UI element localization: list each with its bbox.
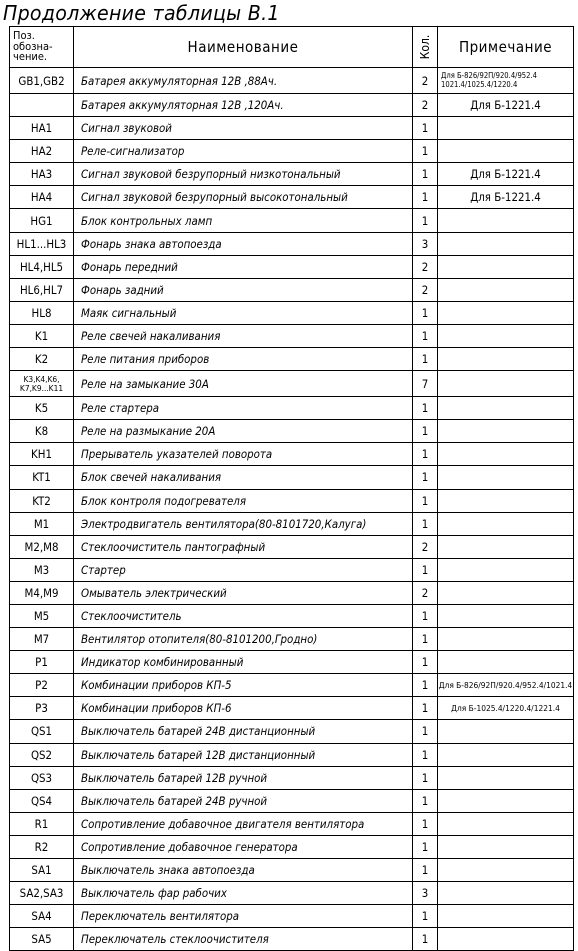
name-cell: Стартер bbox=[74, 558, 413, 581]
name-cell: Реле питания приборов bbox=[74, 348, 413, 371]
note-cell: Для Б-1221.4 bbox=[438, 186, 574, 209]
note-cell: Для Б-1025.4/1220.4/1221.4 bbox=[438, 697, 574, 720]
pos-cell: R1 bbox=[10, 812, 74, 835]
table-row bbox=[10, 812, 574, 835]
qty-cell: 1 bbox=[413, 324, 438, 347]
qty-cell: 2 bbox=[413, 581, 438, 604]
pos-cell: K1 bbox=[10, 324, 74, 347]
pos-cell: M2,M8 bbox=[10, 535, 74, 558]
pos-cell bbox=[10, 94, 74, 117]
table-row bbox=[10, 905, 574, 928]
qty-cell: 1 bbox=[413, 697, 438, 720]
qty-cell: 1 bbox=[413, 140, 438, 163]
table-row bbox=[10, 558, 574, 581]
note-cell bbox=[438, 420, 574, 443]
name-cell: Стеклоочиститель bbox=[74, 604, 413, 627]
qty-cell: 1 bbox=[413, 117, 438, 140]
pos-cell: P1 bbox=[10, 651, 74, 674]
table-row bbox=[10, 674, 574, 697]
name-cell: Реле стартера bbox=[74, 397, 413, 420]
pos-cell: KT1 bbox=[10, 466, 74, 489]
table-row bbox=[10, 324, 574, 347]
table-row bbox=[10, 420, 574, 443]
note-cell bbox=[438, 859, 574, 882]
name-cell: Батарея аккумуляторная 12В ,120Ач. bbox=[74, 94, 413, 117]
qty-cell: 1 bbox=[413, 209, 438, 232]
pos-cell: HL1...HL3 bbox=[10, 232, 74, 255]
table-row bbox=[10, 397, 574, 420]
pos-cell: HL6,HL7 bbox=[10, 278, 74, 301]
qty-cell: 3 bbox=[413, 232, 438, 255]
table-row bbox=[10, 443, 574, 466]
note-cell bbox=[438, 882, 574, 905]
pos-cell: GB1,GB2 bbox=[10, 68, 74, 94]
pos-cell: M5 bbox=[10, 604, 74, 627]
table-row bbox=[10, 186, 574, 209]
qty-cell: 1 bbox=[413, 628, 438, 651]
qty-cell: 1 bbox=[413, 835, 438, 858]
qty-cell: 1 bbox=[413, 674, 438, 697]
table-row bbox=[10, 766, 574, 789]
note-cell bbox=[438, 324, 574, 347]
note-cell bbox=[438, 581, 574, 604]
note-cell bbox=[438, 117, 574, 140]
pos-cell: P2 bbox=[10, 674, 74, 697]
name-cell: Реле на размыкание 20А bbox=[74, 420, 413, 443]
table-row bbox=[10, 255, 574, 278]
note-cell bbox=[438, 232, 574, 255]
table-row bbox=[10, 604, 574, 627]
note-cell bbox=[438, 397, 574, 420]
pos-cell: QS3 bbox=[10, 766, 74, 789]
name-cell: Переключатель вентилятора bbox=[74, 905, 413, 928]
name-cell: Выключатель батарей 12В ручной bbox=[74, 766, 413, 789]
name-cell: Омыватель электрический bbox=[74, 581, 413, 604]
qty-cell: 2 bbox=[413, 94, 438, 117]
qty-cell: 1 bbox=[413, 163, 438, 186]
qty-cell: 2 bbox=[413, 68, 438, 94]
qty-cell: 3 bbox=[413, 882, 438, 905]
qty-cell: 2 bbox=[413, 535, 438, 558]
note-cell bbox=[438, 489, 574, 512]
note-cell: Для Б-826/92П/920.4/952.4/1021.4 bbox=[438, 674, 574, 697]
pos-cell: HA1 bbox=[10, 117, 74, 140]
note-cell bbox=[438, 651, 574, 674]
qty-cell: 2 bbox=[413, 278, 438, 301]
name-cell: Выключатель батарей 12В дистанционный bbox=[74, 743, 413, 766]
qty-cell: 1 bbox=[413, 186, 438, 209]
qty-cell: 1 bbox=[413, 397, 438, 420]
pos-cell: SA1 bbox=[10, 859, 74, 882]
note-cell bbox=[438, 558, 574, 581]
table-row bbox=[10, 117, 574, 140]
pos-cell: R2 bbox=[10, 835, 74, 858]
qty-cell: 1 bbox=[413, 928, 438, 951]
note-cell bbox=[438, 140, 574, 163]
table-row bbox=[10, 581, 574, 604]
pos-cell: KH1 bbox=[10, 443, 74, 466]
note-cell bbox=[438, 628, 574, 651]
name-cell: Блок контроля подогревателя bbox=[74, 489, 413, 512]
qty-cell: 1 bbox=[413, 420, 438, 443]
note-cell bbox=[438, 348, 574, 371]
name-cell: Фонарь передний bbox=[74, 255, 413, 278]
pos-cell: M1 bbox=[10, 512, 74, 535]
header-qty bbox=[413, 27, 438, 68]
note-cell bbox=[438, 743, 574, 766]
table-row bbox=[10, 466, 574, 489]
table-row bbox=[10, 928, 574, 951]
note-cell bbox=[438, 443, 574, 466]
table-row bbox=[10, 697, 574, 720]
table-row bbox=[10, 209, 574, 232]
header-row bbox=[10, 27, 574, 68]
pos-cell: QS4 bbox=[10, 789, 74, 812]
name-cell: Вентилятор отопителя(80-8101200,Гродно) bbox=[74, 628, 413, 651]
name-cell: Прерыватель указателей поворота bbox=[74, 443, 413, 466]
table-row bbox=[10, 301, 574, 324]
pos-cell: K2 bbox=[10, 348, 74, 371]
note-cell bbox=[438, 535, 574, 558]
pos-cell: SA4 bbox=[10, 905, 74, 928]
name-cell: Комбинации приборов КП-6 bbox=[74, 697, 413, 720]
table-row bbox=[10, 68, 574, 94]
qty-cell: 2 bbox=[413, 255, 438, 278]
qty-cell: 1 bbox=[413, 558, 438, 581]
name-cell: Реле свечей накаливания bbox=[74, 324, 413, 347]
header-name: Наименование bbox=[74, 27, 413, 68]
pos-cell: HA3 bbox=[10, 163, 74, 186]
name-cell: Выключатель фар рабочих bbox=[74, 882, 413, 905]
name-cell: Выключатель знака автопоезда bbox=[74, 859, 413, 882]
name-cell: Батарея аккумуляторная 12В ,88Ач. bbox=[74, 68, 413, 94]
header-pos: Поз. обозна- чение. bbox=[10, 27, 74, 68]
note-cell bbox=[438, 928, 574, 951]
table-caption: Продолжение таблицы B.1 bbox=[3, 1, 280, 25]
spec-table-body bbox=[10, 27, 574, 951]
name-cell: Выключатель батарей 24В дистанционный bbox=[74, 720, 413, 743]
table-row bbox=[10, 348, 574, 371]
pos-cell: M3 bbox=[10, 558, 74, 581]
note-cell: Для Б-826/92П/920.4/952.4 1021.4/1025.4/1220.4 bbox=[438, 68, 574, 94]
spec-table bbox=[9, 26, 574, 951]
note-cell bbox=[438, 905, 574, 928]
pos-cell: SA5 bbox=[10, 928, 74, 951]
table-row bbox=[10, 720, 574, 743]
note-cell: Для Б-1221.4 bbox=[438, 163, 574, 186]
table-row bbox=[10, 371, 574, 397]
qty-cell: 1 bbox=[413, 348, 438, 371]
pos-cell: KT2 bbox=[10, 489, 74, 512]
table-row bbox=[10, 232, 574, 255]
table-row bbox=[10, 512, 574, 535]
table-row bbox=[10, 628, 574, 651]
name-cell: Переключатель стеклоочистителя bbox=[74, 928, 413, 951]
table-row bbox=[10, 278, 574, 301]
name-cell: Сигнал звуковой безрупорный низкотональный bbox=[74, 163, 413, 186]
note-cell bbox=[438, 812, 574, 835]
qty-cell: 1 bbox=[413, 443, 438, 466]
table-row bbox=[10, 789, 574, 812]
table-row bbox=[10, 163, 574, 186]
pos-cell: HL4,HL5 bbox=[10, 255, 74, 278]
note-cell bbox=[438, 209, 574, 232]
pos-cell: QS2 bbox=[10, 743, 74, 766]
qty-cell: 1 bbox=[413, 905, 438, 928]
name-cell: Сопротивление добавочное генератора bbox=[74, 835, 413, 858]
qty-cell: 1 bbox=[413, 489, 438, 512]
qty-cell: 1 bbox=[413, 812, 438, 835]
name-cell: Стеклоочиститель пантографный bbox=[74, 535, 413, 558]
qty-cell: 1 bbox=[413, 512, 438, 535]
name-cell: Сопротивление добавочное двигателя вентилятора bbox=[74, 812, 413, 835]
pos-cell: K3,K4,K6, K7,K9...K11 bbox=[10, 371, 74, 397]
pos-cell: HL8 bbox=[10, 301, 74, 324]
table-row bbox=[10, 743, 574, 766]
note-cell bbox=[438, 466, 574, 489]
header-note: Примечание bbox=[438, 27, 574, 68]
pos-cell: HG1 bbox=[10, 209, 74, 232]
table-row bbox=[10, 94, 574, 117]
qty-cell: 1 bbox=[413, 720, 438, 743]
name-cell: Выключатель батарей 24В ручной bbox=[74, 789, 413, 812]
note-cell bbox=[438, 720, 574, 743]
name-cell: Блок контрольных ламп bbox=[74, 209, 413, 232]
qty-cell: 1 bbox=[413, 859, 438, 882]
note-cell bbox=[438, 255, 574, 278]
qty-cell: 1 bbox=[413, 789, 438, 812]
pos-cell: P3 bbox=[10, 697, 74, 720]
table-row bbox=[10, 535, 574, 558]
note-cell bbox=[438, 835, 574, 858]
table-row bbox=[10, 651, 574, 674]
note-cell bbox=[438, 371, 574, 397]
pos-cell: QS1 bbox=[10, 720, 74, 743]
name-cell: Маяк сигнальный bbox=[74, 301, 413, 324]
note-cell: Для Б-1221.4 bbox=[438, 94, 574, 117]
name-cell: Комбинации приборов КП-5 bbox=[74, 674, 413, 697]
note-cell bbox=[438, 789, 574, 812]
header-qty-label: Кол. bbox=[418, 34, 432, 60]
name-cell: Фонарь знака автопоезда bbox=[74, 232, 413, 255]
name-cell: Фонарь задний bbox=[74, 278, 413, 301]
table-row bbox=[10, 835, 574, 858]
name-cell: Сигнал звуковой bbox=[74, 117, 413, 140]
qty-cell: 7 bbox=[413, 371, 438, 397]
qty-cell: 1 bbox=[413, 604, 438, 627]
qty-cell: 1 bbox=[413, 466, 438, 489]
pos-cell: K5 bbox=[10, 397, 74, 420]
pos-cell: M4,M9 bbox=[10, 581, 74, 604]
note-cell bbox=[438, 512, 574, 535]
note-cell bbox=[438, 766, 574, 789]
name-cell: Реле-сигнализатор bbox=[74, 140, 413, 163]
pos-cell: SA2,SA3 bbox=[10, 882, 74, 905]
name-cell: Электродвигатель вентилятора(80-8101720,Калуга) bbox=[74, 512, 413, 535]
table-row bbox=[10, 882, 574, 905]
qty-cell: 1 bbox=[413, 651, 438, 674]
name-cell: Индикатор комбинированный bbox=[74, 651, 413, 674]
qty-cell: 1 bbox=[413, 301, 438, 324]
note-cell bbox=[438, 301, 574, 324]
name-cell: Сигнал звуковой безрупорный высокотональный bbox=[74, 186, 413, 209]
name-cell: Реле на замыкание 30А bbox=[74, 371, 413, 397]
pos-cell: M7 bbox=[10, 628, 74, 651]
name-cell: Блок свечей накаливания bbox=[74, 466, 413, 489]
table-row bbox=[10, 489, 574, 512]
note-cell bbox=[438, 278, 574, 301]
qty-cell: 1 bbox=[413, 766, 438, 789]
table-row bbox=[10, 859, 574, 882]
note-cell bbox=[438, 604, 574, 627]
qty-cell: 1 bbox=[413, 743, 438, 766]
pos-cell: K8 bbox=[10, 420, 74, 443]
pos-cell: HA2 bbox=[10, 140, 74, 163]
table-row bbox=[10, 140, 574, 163]
pos-cell: HA4 bbox=[10, 186, 74, 209]
